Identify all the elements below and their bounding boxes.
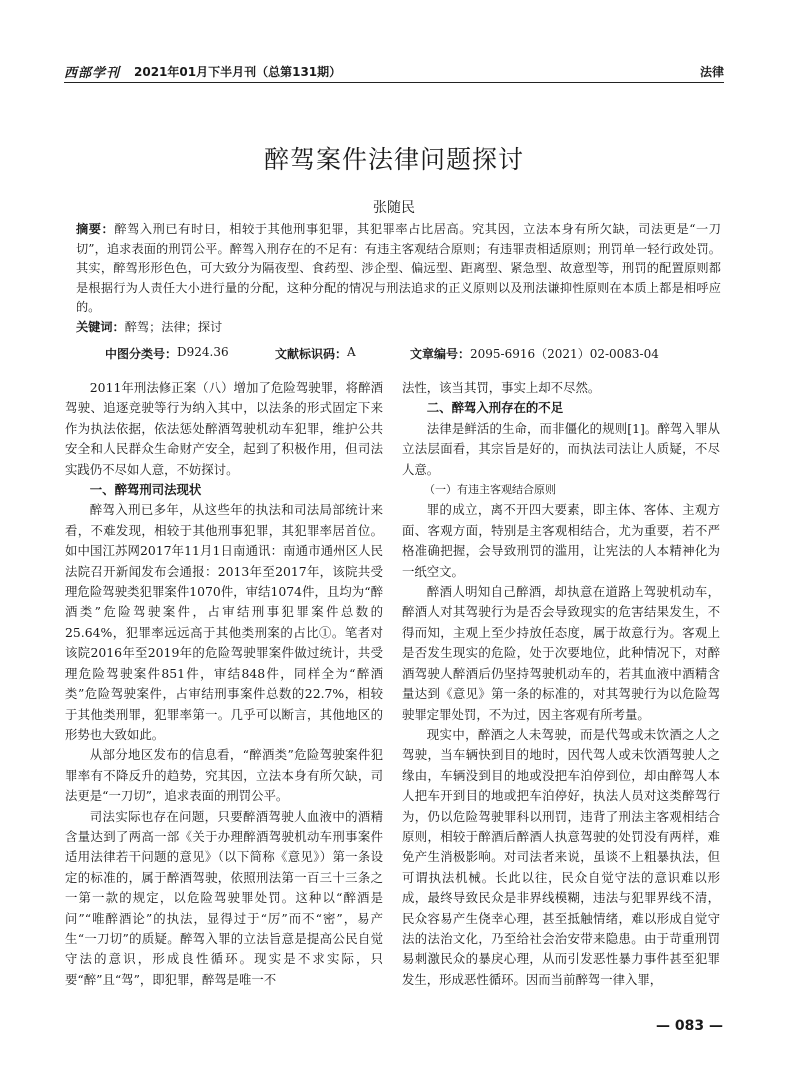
body-paragraph: 醉酒人明知自己醉酒，却执意在道路上驾驶机动车，醉酒人对其驾驶行为是否会导致现实的危害结果发生，不得而知，主观上至少持放任态度，属于故意行为。客观上是否发生现实的危险，处于次要地位，此种情况下，对醉酒驾驶人醉酒后仍坚持驾驶机动车的，若其血液中酒精含量达到《意见》第一条的标准的，对其驾驶行为以危险驾驶罪定罪处罚，不为过，因主客观有所考量。 <box>402 584 720 722</box>
doc-code-info <box>275 345 356 362</box>
doc-code-value: A <box>347 345 356 359</box>
article-author: 张随民 <box>373 200 415 216</box>
clc-value: D924.36 <box>177 345 229 359</box>
section-heading: 一、醉驾刑司法现状 <box>89 482 202 498</box>
abstract-label: 摘要： <box>76 222 115 236</box>
article-number-info <box>410 345 659 362</box>
body-paragraph: 现实中，醉酒之人未驾驶，而是代驾或未饮酒之人之驾驶，当车辆快到目的地时，因代驾人或未饮酒驾驶人之缘由，车辆没到目的地或没把车泊停到位，却由醉驾人本人把车开到目的地或把车泊停好，执法人员对这类醉驾行为，仍以危险驾驶罪科以刑罚，违背了刑法主客观相结合原则，相较于醉酒后醉酒人执意驾驶的处罚没有两样，难免产生消极影响。对司法者来说，虽谈不上粗暴执法，但可谓执法机械。长此以往，民众自觉守法的意识难以形成，最终导致民众是非界线模糊，违法与犯罪界线不清，民众容易产生侥幸心理，甚至抵触情绪，难以形成自觉守法的法治文化，乃至给社会治安带来隐患。由于苛重刑罚易刺激民众的暴戾心理，从而引发恶性暴力事件甚至犯罪发生，形成恶性循环。因而当前醉驾一律入罪， <box>402 726 720 987</box>
left-column <box>65 378 383 990</box>
body-paragraph: 司法实际也存在问题，只要醉酒驾驶人血液中的酒精含量达到了两高一部《关于办理醉酒驾驶机动车刑事案件适用法律若干问题的意见》（以下简称《意见》）第一条设定的标准的，属于醉酒驾驶，依照刑法第一百三十三条之一第一款的规定，以危险驾驶罪处罚。这种以“醉酒是问”“唯醉酒论”的执法，显得过于“厉”而不“密”，易产生“一刀切”的质疑。醉驾入罪的立法旨意是提高公民自觉守法的意识，形成良性循环。现实是不求实际，只要“醉”且“驾”，即犯罪，醉驾是唯一不 <box>65 808 383 987</box>
body-paragraph: 醉驾入刑已多年，从这些年的执法和司法局部统计来看，不难发现，相较于其他刑事犯罪，其犯罪率居首位。如中国江苏网2017年11月1日南通讯：南通市通州区人民法院召开新闻发布会通报：2013年至2017年，该院共受理危险驾驶类犯罪案件1070件，审结1074件，且均为“醉酒类”危险驾驶案件，占审结刑事犯罪案件总数的25.64%，犯罪率远远高于其他类刑案的占比①。笔者对该院2016年至2019年的危险驾驶罪案件做过统计，共受理危险驾驶案件851件，审结848件，同样全为“醉酒类”危险驾驶案件，占审结刑事案件总数的22.7%，相较于其他类刑罪，犯罪率第一。几乎可以断言，其他地区的形势也大致如此。 <box>65 502 383 742</box>
body-paragraph: 法律是鲜活的生命，而非僵化的规则[1]。醉驾入罪从立法层面看，其宗旨是好的，而执法司法让人质疑，不尽人意。 <box>402 420 720 477</box>
clc-label: 中图分类号： <box>105 347 178 361</box>
section-heading: 二、醉驾入刑存在的不足 <box>426 400 564 416</box>
clc-info <box>105 345 229 362</box>
subsection-heading: （一）有违主客观结合原则 <box>424 483 556 497</box>
abstract-block <box>76 220 721 338</box>
article-number-label: 文章编号： <box>410 347 471 361</box>
keywords-label: 关键词： <box>76 319 125 334</box>
abstract-text: 醉驾入刑已有时日，相较于其他刑事犯罪，其犯罪率占比居高。究其因，立法本身有所欠缺，司法更是“一刀切”，追求表面的刑罚公平。醉驾入刑存在的不足有：有违主客观结合原则；有违罪责相适原则；刑罚单一轻行政处罚。其实，醉驾形形色色，可大致分为隔夜型、食药型、涉企型、偏远型、距离型、紧急型、故意型等，刑罚的配置原则都是根据行为人责任大小进行量的分配，这种分配的情况与刑法追求的正义原则以及刑法谦抑性原则在本质上都是相呼应的。 <box>76 222 721 315</box>
body-paragraph: 罪的成立，离不开四大要素，即主体、客体、主观方面、客观方面，特别是主客观相结合，尤为重要，若不严格准确把握，会导致刑罚的滥用，让宪法的人本精神化为一纸空文。 <box>402 502 720 579</box>
doc-code-label: 文献标识码： <box>275 347 348 361</box>
issue-info: 2021年01月下半月刊（总第131期） <box>134 65 342 79</box>
body-paragraph: 从部分地区发布的信息看，“醉酒类”危险驾驶案件犯罪率有不降反升的趋势，究其因，立法本身有所欠缺，司法更是“一刀切”，追求表面的刑罚公平。 <box>65 747 383 804</box>
right-column <box>402 378 720 990</box>
keywords-text: 醉驾；法律；探讨 <box>124 319 223 334</box>
article-meta <box>105 345 725 363</box>
journal-logo: 西部学刊 <box>64 66 121 81</box>
body-paragraph: 2011年刑法修正案（八）增加了危险驾驶罪，将醉酒驾驶、追逐竞驶等行为纳入其中，以法条的形式固定下来作为执法依据，依法惩处醉酒驾驶机动车犯罪，维护公共安全和人民群众生命财产安全，起到了积极作用，但司法实践仍不尽如人意，不妨探讨。 <box>65 380 383 477</box>
article-title: 醉驾案件法律问题探讨 <box>263 145 524 174</box>
page-number: — 083 — <box>656 1018 723 1034</box>
page-header <box>64 60 724 82</box>
body-paragraph: 法性，该当其罚，事实上却不尽然。 <box>402 380 601 395</box>
article-number-value: 2095-6916（2021）02-0083-04 <box>470 347 659 361</box>
section-label: 法律 <box>699 65 724 79</box>
header-rule <box>64 82 724 83</box>
